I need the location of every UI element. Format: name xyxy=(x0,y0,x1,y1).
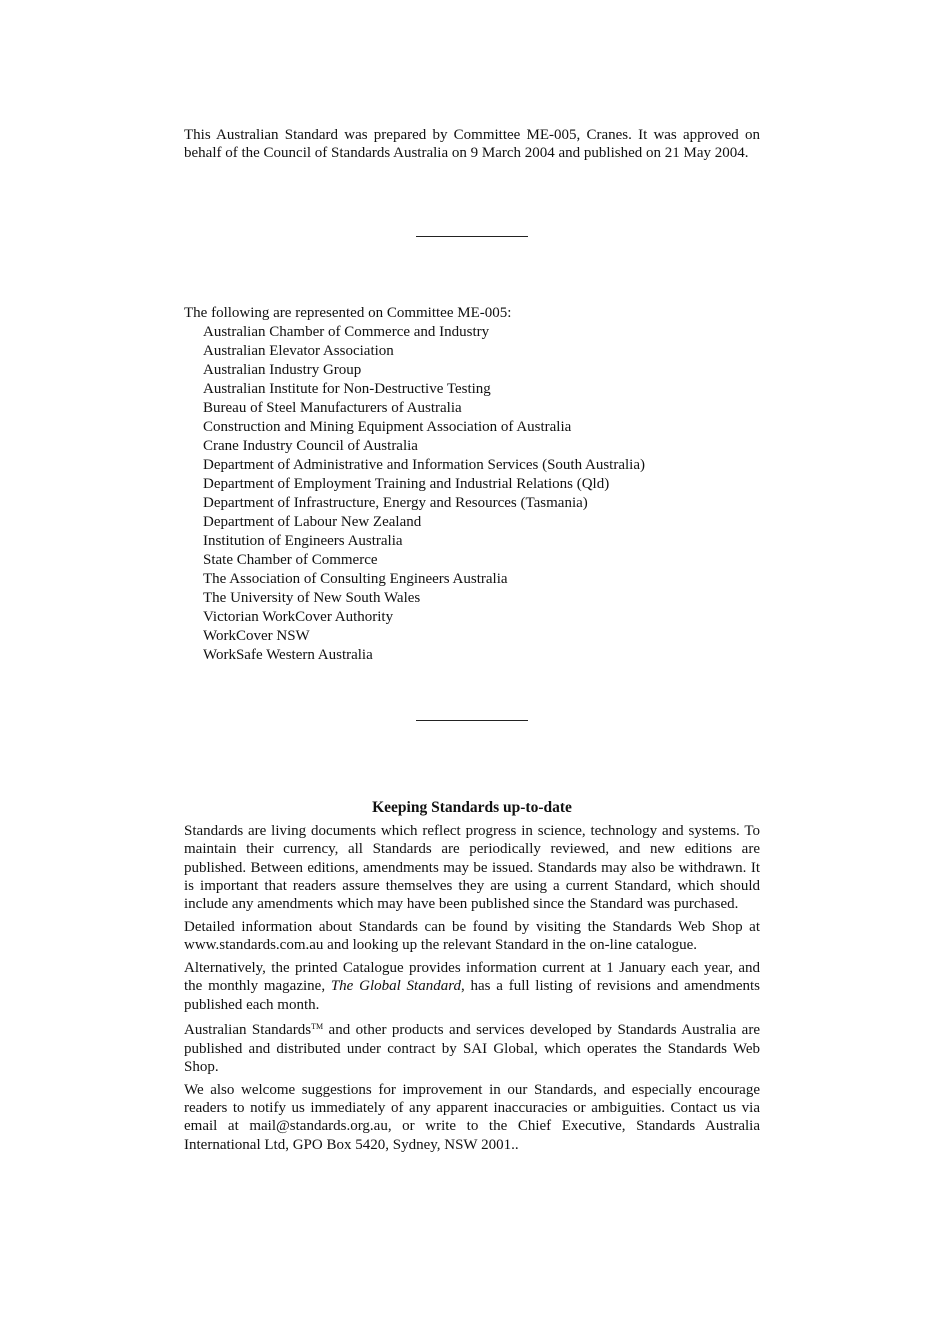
paragraph: We also welcome suggestions for improvement in our Standards, and especially encourage readers to notify us immediately of any apparent inaccuracies or ambiguities. Contact us via email at mail@standards.org.au, or write to the Chief Executive, Standards Australia International Ltd, GPO Box 5420, Sydney, NSW 2001.. xyxy=(184,1081,760,1153)
keeping-standards-section xyxy=(184,822,760,1159)
paragraph-text: and other products and services developed by Standards Australia are published and distributed under contract by SAI Global, which operates the Standards Web Shop. xyxy=(184,1022,760,1076)
paragraph: Detailed information about Standards can be found by visiting the Standards Web Shop at www.standards.com.au and looking up the relevant Standard in the on-line catalogue. xyxy=(184,918,760,954)
committee-member-list xyxy=(184,323,760,665)
publication-title: The Global Standard xyxy=(330,978,461,995)
committee-representation xyxy=(184,304,760,665)
preparation-statement xyxy=(184,126,760,163)
committee-member: Institution of Engineers Australia xyxy=(203,533,403,549)
paragraph xyxy=(184,959,760,1014)
committee-member: Australian Industry Group xyxy=(203,362,362,378)
committee-heading: The following are represented on Committee ME-005: xyxy=(184,305,512,321)
divider-rule xyxy=(416,720,528,721)
committee-member: State Chamber of Commerce xyxy=(203,552,378,568)
section-heading: Keeping Standards up-to-date xyxy=(372,799,572,816)
divider-rule xyxy=(416,236,528,237)
committee-member: Department of Infrastructure, Energy and Resources (Tasmania) xyxy=(203,495,588,511)
committee-member: Victorian WorkCover Authority xyxy=(203,609,394,625)
committee-member: The Association of Consulting Engineers Australia xyxy=(203,571,508,587)
committee-member: WorkSafe Western Australia xyxy=(203,647,373,663)
committee-member: Crane Industry Council of Australia xyxy=(203,438,418,454)
paragraph xyxy=(184,1018,760,1076)
committee-member: Australian Chamber of Commerce and Industry xyxy=(203,324,490,340)
paragraph-text: , has a full listing of revisions and amendments published each month. xyxy=(184,978,760,1013)
committee-member: Bureau of Steel Manufacturers of Australia xyxy=(203,400,462,416)
paragraph-text: Australian Standards xyxy=(184,1022,312,1039)
preparation-text: This Australian Standard was prepared by Committee ME-005, Cranes. It was approved on behalf of the Council of Standards Australia on 9 March 2004 and published on 21 May 2004. xyxy=(184,127,760,162)
trademark-mark: TM xyxy=(311,1022,324,1032)
committee-member: The University of New South Wales xyxy=(203,590,421,606)
committee-member: Australian Elevator Association xyxy=(203,343,394,359)
committee-member: Department of Employment Training and Industrial Relations (Qld) xyxy=(203,476,610,492)
committee-member: Australian Institute for Non-Destructive Testing xyxy=(203,381,491,397)
committee-member: Department of Labour New Zealand xyxy=(203,514,422,530)
paragraph: Standards are living documents which reflect progress in science, technology and systems. To maintain their currency, all Standards are periodically reviewed, and new editions are published. Between editions, amendments may be issued. Standards may also be withdrawn. It is important that readers assure themselves they are using a current Standard, which should include any amendments which may have been published since the Standard was purchased. xyxy=(184,823,760,913)
paragraph-text: Alternatively, the printed Catalogue provides information current at 1 January each year, and the monthly magazine, xyxy=(184,960,760,995)
committee-member: WorkCover NSW xyxy=(203,628,310,644)
committee-member: Construction and Mining Equipment Association of Australia xyxy=(203,419,572,435)
committee-member: Department of Administrative and Information Services (South Australia) xyxy=(203,457,645,473)
